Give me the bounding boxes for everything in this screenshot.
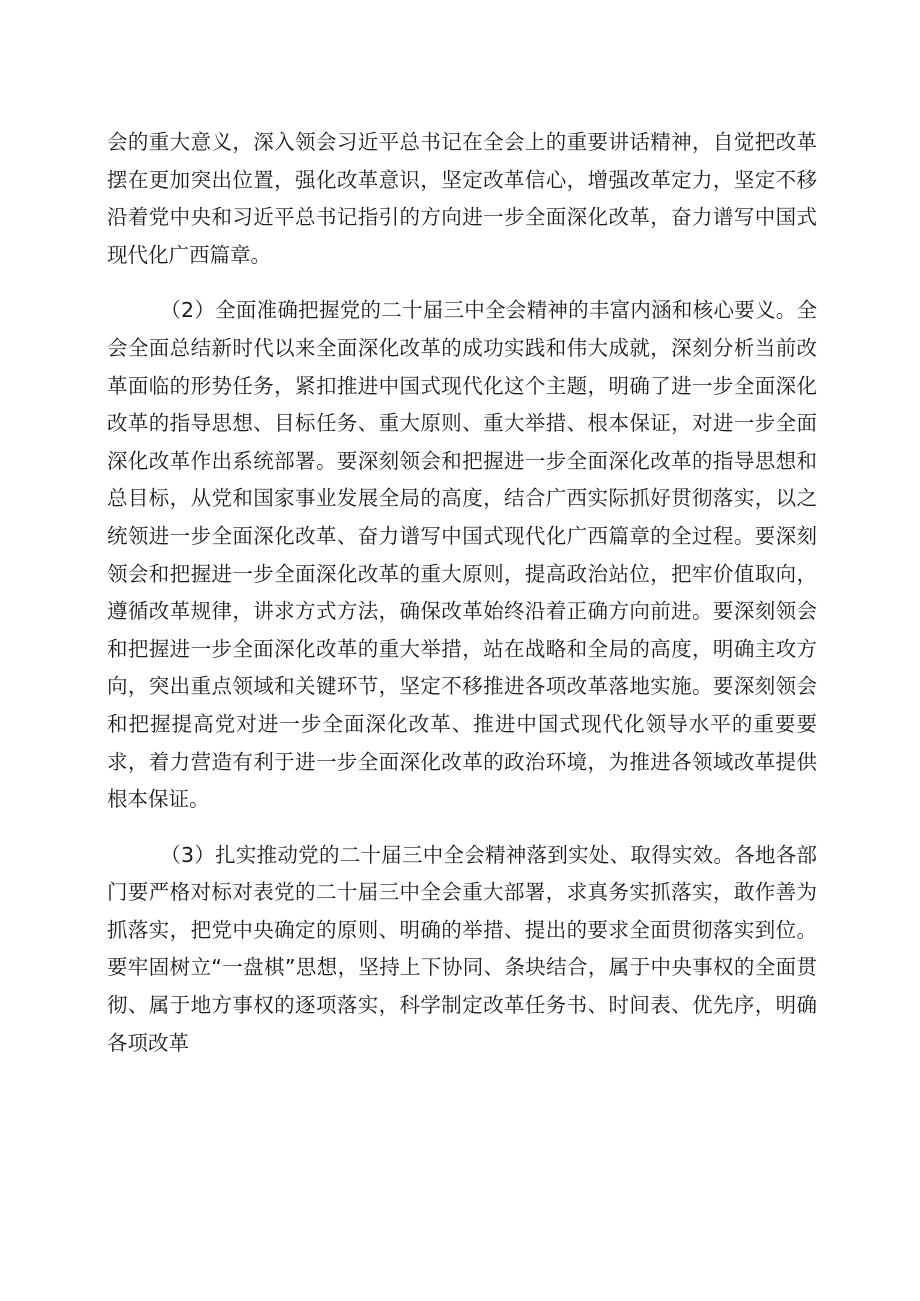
body-text [107,124,817,1062]
paragraph-section-3: （3）扎实推动党的二十届三中全会精神落到实处、取得实效。各地各部门要严格对标对表党的二十届三中全会重大部署，求真务实抓落实，敢作善为抓落实，把党中央确定的原则、明确的举措、提出的要求全面贯彻落实到位。要牢固树立“一盘棋”思想，坚持上下协同、条块结合，属于中央事权的全面贯彻、属于地方事权的逐项落实，科学制定改革任务书、时间表、优先序，明确各项改革 [107,842,817,1055]
paragraph-section-2: （2）全面准确把握党的二十届三中全会精神的丰富内涵和核心要义。全会全面总结新时代以来全面深化改革的成功实践和伟大成就，深刻分析当前改革面临的形势任务，紧扣推进中国式现代化这个主题，明确了进一步全面深化改革的指导思想、目标任务、重大原则、重大举措、根本保证，对进一步全面深化改革作出系统部署。要深刻领会和把握进一步全面深化改革的指导思想和总目标，从党和国家事业发展全局的高度，结合广西实际抓好贯彻落实，以之统领进一步全面深化改革、奋力谱写中国式现代化广西篇章的全过程。要深刻领会和把握进一步全面深化改革的重大原则，提高政治站位，把牢价值取向，遵循改革规律，讲求方式方法，确保改革始终沿着正确方向前进。要深刻领会和把握进一步全面深化改革的重大举措，站在战略和全局的高度，明确主攻方向，突出重点领域和关键环节，坚定不移推进各项改革落地实施。要深刻领会和把握提高党对进一步全面深化改革、推进中国式现代化领导水平的重要要求，着力营造有利于进一步全面深化改革的政治环境，为推进各领域改革提供根本保证。 [107,298,817,812]
paragraph-continuation: 会的重大意义，深入领会习近平总书记在全会上的重要讲话精神，自觉把改革摆在更加突出位置，强化改革意识，坚定改革信心，增强改革定力，坚定不移沿着党中央和习近平总书记指引的方向进一步全面深化改革，奋力谱写中国式现代化广西篇章。 [107,130,817,267]
